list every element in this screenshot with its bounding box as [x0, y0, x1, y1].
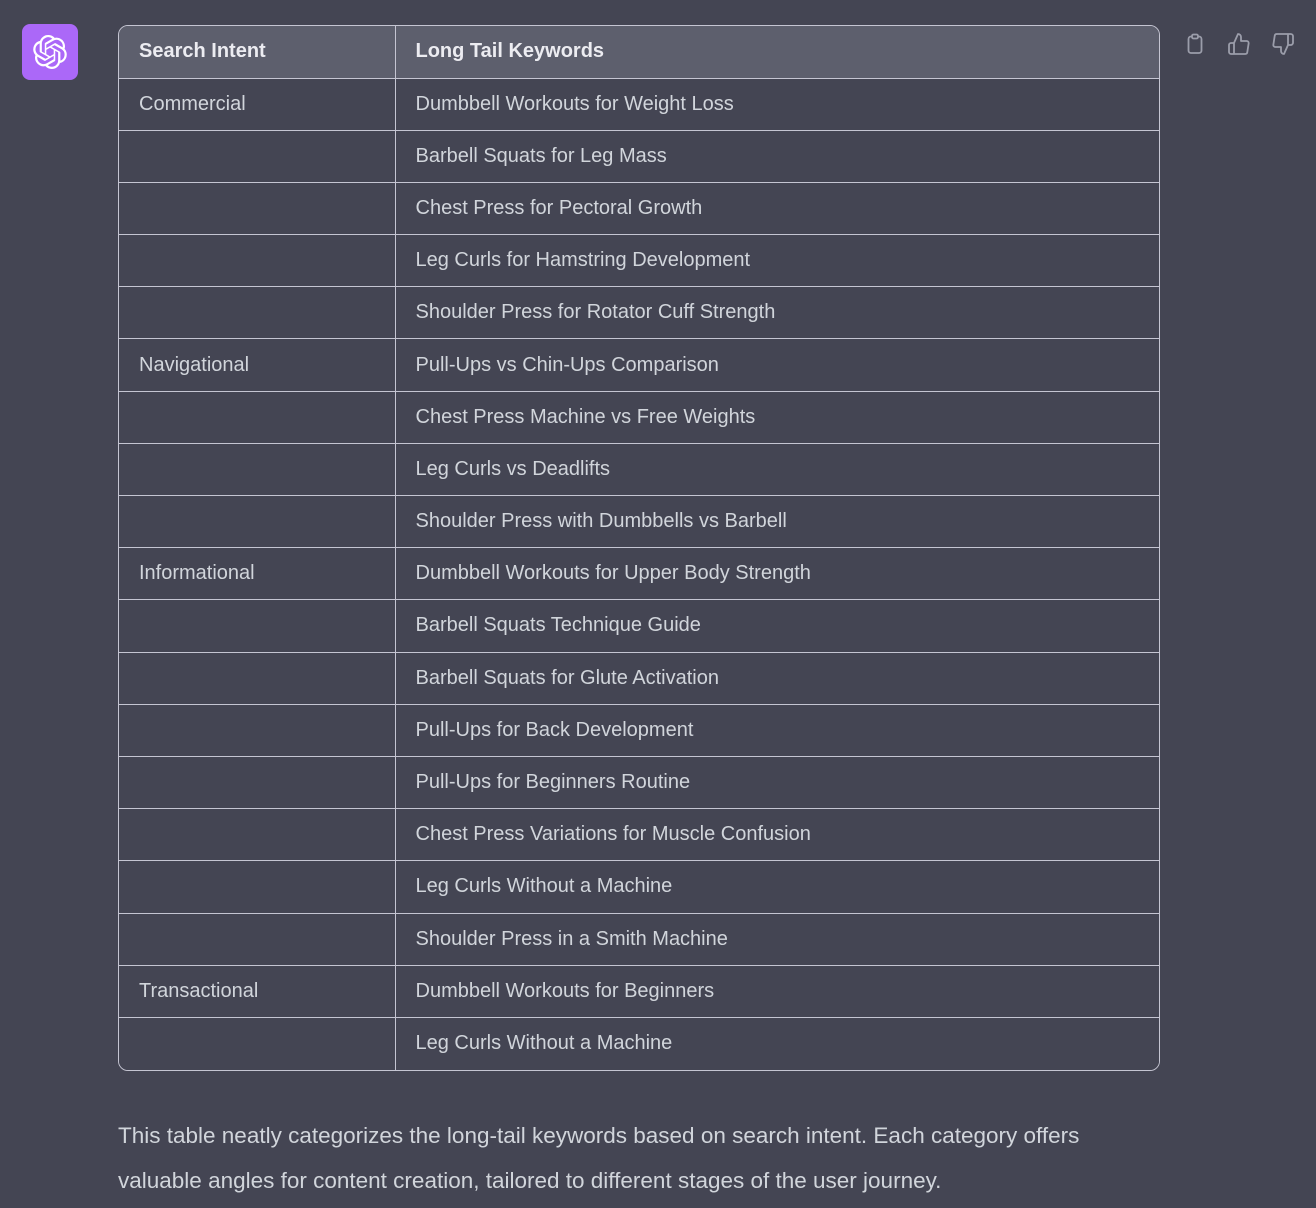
table-row: [119, 809, 1159, 861]
keywords-table: [118, 25, 1160, 1071]
message-toolbar: [1183, 32, 1295, 56]
keyword-cell: Leg Curls for Hamstring Development: [395, 235, 1159, 287]
keyword-cell: Barbell Squats for Leg Mass: [395, 130, 1159, 182]
intent-cell: Transactional: [119, 965, 395, 1017]
intent-cell: [119, 809, 395, 861]
clipboard-icon: [1183, 32, 1207, 56]
keyword-cell: Dumbbell Workouts for Upper Body Strength: [395, 548, 1159, 600]
assistant-avatar: [22, 24, 78, 80]
table-row: [119, 600, 1159, 652]
intent-cell: [119, 1017, 395, 1069]
intent-cell: [119, 235, 395, 287]
table-row: [119, 182, 1159, 234]
intent-cell: Commercial: [119, 78, 395, 130]
table-row: [119, 391, 1159, 443]
intent-cell: [119, 756, 395, 808]
column-header-search-intent: Search Intent: [119, 26, 395, 78]
keyword-cell: Shoulder Press with Dumbbells vs Barbell: [395, 496, 1159, 548]
keyword-cell: Pull-Ups for Back Development: [395, 704, 1159, 756]
keyword-cell: Leg Curls vs Deadlifts: [395, 443, 1159, 495]
summary-text: This table neatly categorizes the long-tail keywords based on search intent. Each category offers valuable angles for content creation, tailored to different stages of the user journey.: [118, 1123, 1080, 1193]
keyword-cell: Barbell Squats for Glute Activation: [395, 652, 1159, 704]
table-row: [119, 704, 1159, 756]
keyword-cell: Chest Press for Pectoral Growth: [395, 182, 1159, 234]
intent-cell: [119, 861, 395, 913]
table-row: [119, 78, 1159, 130]
keyword-cell: Pull-Ups for Beginners Routine: [395, 756, 1159, 808]
table-row: [119, 339, 1159, 391]
openai-logo-icon: [33, 35, 67, 69]
keyword-cell: Chest Press Variations for Muscle Confusion: [395, 809, 1159, 861]
table-row: [119, 548, 1159, 600]
thumbs-down-button[interactable]: [1271, 32, 1295, 56]
keyword-cell: Dumbbell Workouts for Weight Loss: [395, 78, 1159, 130]
intent-cell: [119, 130, 395, 182]
intent-cell: [119, 600, 395, 652]
table-row: [119, 496, 1159, 548]
table-row: [119, 235, 1159, 287]
table-row: [119, 756, 1159, 808]
table-row: [119, 861, 1159, 913]
intent-cell: [119, 652, 395, 704]
table-row: [119, 965, 1159, 1017]
intent-cell: [119, 496, 395, 548]
column-header-long-tail-keywords: Long Tail Keywords: [395, 26, 1159, 78]
keyword-cell: Dumbbell Workouts for Beginners: [395, 965, 1159, 1017]
table-row: [119, 443, 1159, 495]
keyword-cell: Barbell Squats Technique Guide: [395, 600, 1159, 652]
table-header-row: [119, 26, 1159, 78]
table-row: [119, 652, 1159, 704]
keyword-cell: Shoulder Press for Rotator Cuff Strength: [395, 287, 1159, 339]
intent-cell: [119, 287, 395, 339]
keyword-cell: Pull-Ups vs Chin-Ups Comparison: [395, 339, 1159, 391]
intent-cell: Informational: [119, 548, 395, 600]
keyword-cell: Leg Curls Without a Machine: [395, 1017, 1159, 1069]
keyword-cell: Chest Press Machine vs Free Weights: [395, 391, 1159, 443]
intent-cell: [119, 391, 395, 443]
intent-cell: [119, 704, 395, 756]
intent-cell: Navigational: [119, 339, 395, 391]
intent-cell: [119, 182, 395, 234]
intent-cell: [119, 913, 395, 965]
thumbs-up-button[interactable]: [1227, 32, 1251, 56]
thumbs-down-icon: [1271, 32, 1295, 56]
table-row: [119, 1017, 1159, 1069]
thumbs-up-icon: [1227, 32, 1251, 56]
table-row: [119, 913, 1159, 965]
intent-cell: [119, 443, 395, 495]
keyword-cell: Shoulder Press in a Smith Machine: [395, 913, 1159, 965]
copy-button[interactable]: [1183, 32, 1207, 56]
keyword-cell: Leg Curls Without a Machine: [395, 861, 1159, 913]
table-row: [119, 130, 1159, 182]
table-row: [119, 287, 1159, 339]
